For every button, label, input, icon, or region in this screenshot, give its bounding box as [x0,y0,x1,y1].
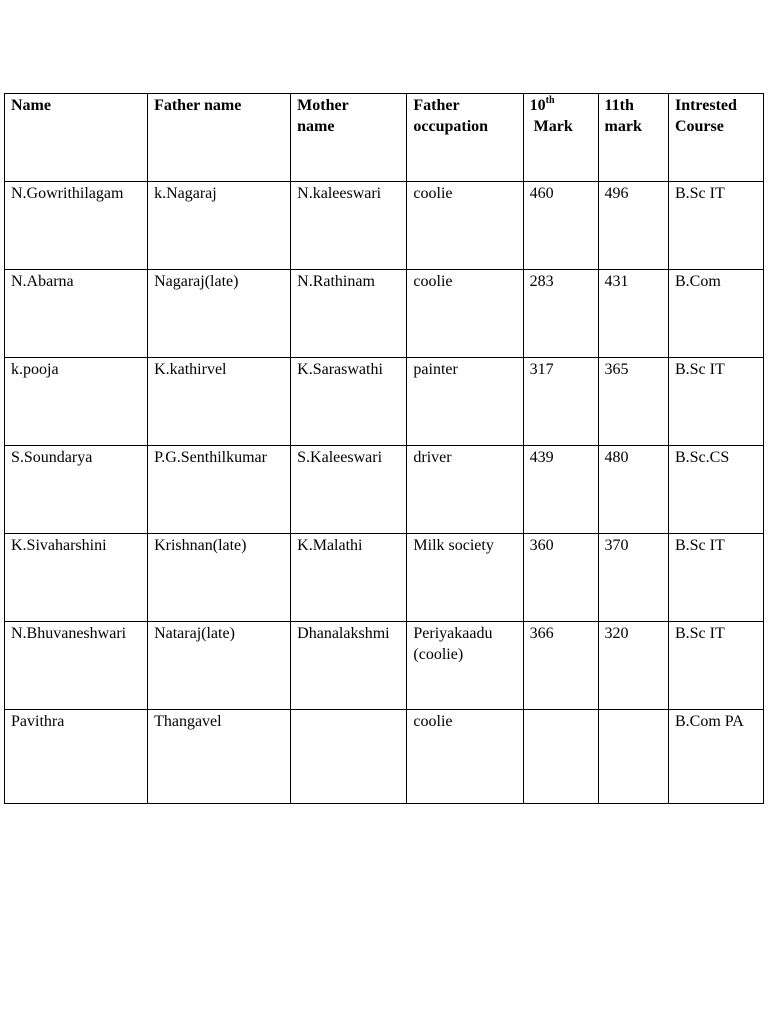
cell-father-occupation: coolie [407,182,523,270]
cell-eleventh-mark: 496 [598,182,668,270]
header-tenth-mark [523,94,598,182]
cell-tenth-mark: 460 [523,182,598,270]
cell-interested-course: B.Sc.CS [668,446,763,534]
cell-mother-name: K.Malathi [291,534,407,622]
cell-name: N.Abarna [5,270,148,358]
cell-tenth-mark: 283 [523,270,598,358]
cell-mother-name [291,710,407,804]
cell-father-name: K.kathirvel [148,358,291,446]
cell-father-occupation: Milk society [407,534,523,622]
cell-eleventh-mark: 431 [598,270,668,358]
cell-eleventh-mark: 480 [598,446,668,534]
cell-tenth-mark: 360 [523,534,598,622]
cell-name: K.Sivaharshini [5,534,148,622]
header-tenth-mark-suffix: th [545,94,555,106]
header-father-name [148,94,291,182]
cell-mother-name: S.Kaleeswari [291,446,407,534]
table-row [5,358,764,446]
header-tenth-mark-word: Mark [533,118,573,135]
cell-father-name: Krishnan(late) [148,534,291,622]
header-interested-course-line2: Course [674,118,724,135]
cell-father-name: P.G.Senthilkumar [148,446,291,534]
table-row [5,710,764,804]
header-eleventh-mark-line1: 11th [604,97,634,114]
cell-interested-course: B.Sc IT [668,622,763,710]
cell-father-occupation: driver [407,446,523,534]
student-details-table [4,93,764,804]
header-eleventh-mark [598,94,668,182]
cell-name: Pavithra [5,710,148,804]
cell-mother-name: K.Saraswathi [291,358,407,446]
cell-interested-course: B.Com [668,270,763,358]
cell-father-name: k.Nagaraj [148,182,291,270]
cell-father-name: Nataraj(late) [148,622,291,710]
cell-interested-course: B.Sc IT [668,182,763,270]
header-father-occupation [407,94,523,182]
table-row [5,534,764,622]
cell-eleventh-mark: 370 [598,534,668,622]
cell-interested-course: B.Sc IT [668,534,763,622]
header-interested-course-line1: Intrested [674,97,737,114]
table-row [5,182,764,270]
cell-eleventh-mark: 320 [598,622,668,710]
header-mother-name-line1: Mother [297,97,349,114]
table-row [5,622,764,710]
cell-mother-name: Dhanalakshmi [291,622,407,710]
header-father-occupation-line2: occupation [413,118,489,135]
header-name [5,94,148,182]
cell-tenth-mark: 317 [523,358,598,446]
cell-mother-name: N.Rathinam [291,270,407,358]
cell-tenth-mark [523,710,598,804]
cell-father-occupation: Periyakaadu (coolie) [407,622,523,710]
cell-father-occupation: coolie [407,270,523,358]
header-mother-name [291,94,407,182]
cell-name: k.pooja [5,358,148,446]
cell-name: N.Gowrithilagam [5,182,148,270]
header-name-label: Name [11,97,51,114]
cell-interested-course: B.Com PA [668,710,763,804]
table-row [5,446,764,534]
cell-eleventh-mark [598,710,668,804]
cell-mother-name: N.kaleeswari [291,182,407,270]
header-interested-course [668,94,763,182]
cell-name: S.Soundarya [5,446,148,534]
cell-father-name: Thangavel [148,710,291,804]
cell-interested-course: B.Sc IT [668,358,763,446]
header-father-occupation-line1: Father [413,97,460,114]
table-header-row [5,94,764,182]
header-tenth-mark-number: 10 [529,97,546,114]
header-eleventh-mark-line2: mark [604,118,642,135]
cell-eleventh-mark: 365 [598,358,668,446]
header-father-name-label: Father name [154,97,242,114]
cell-father-occupation: coolie [407,710,523,804]
cell-father-name: Nagaraj(late) [148,270,291,358]
cell-father-occupation: painter [407,358,523,446]
cell-tenth-mark: 366 [523,622,598,710]
header-mother-name-line2: name [297,118,335,135]
cell-name: N.Bhuvaneshwari [5,622,148,710]
cell-tenth-mark: 439 [523,446,598,534]
table-row [5,270,764,358]
